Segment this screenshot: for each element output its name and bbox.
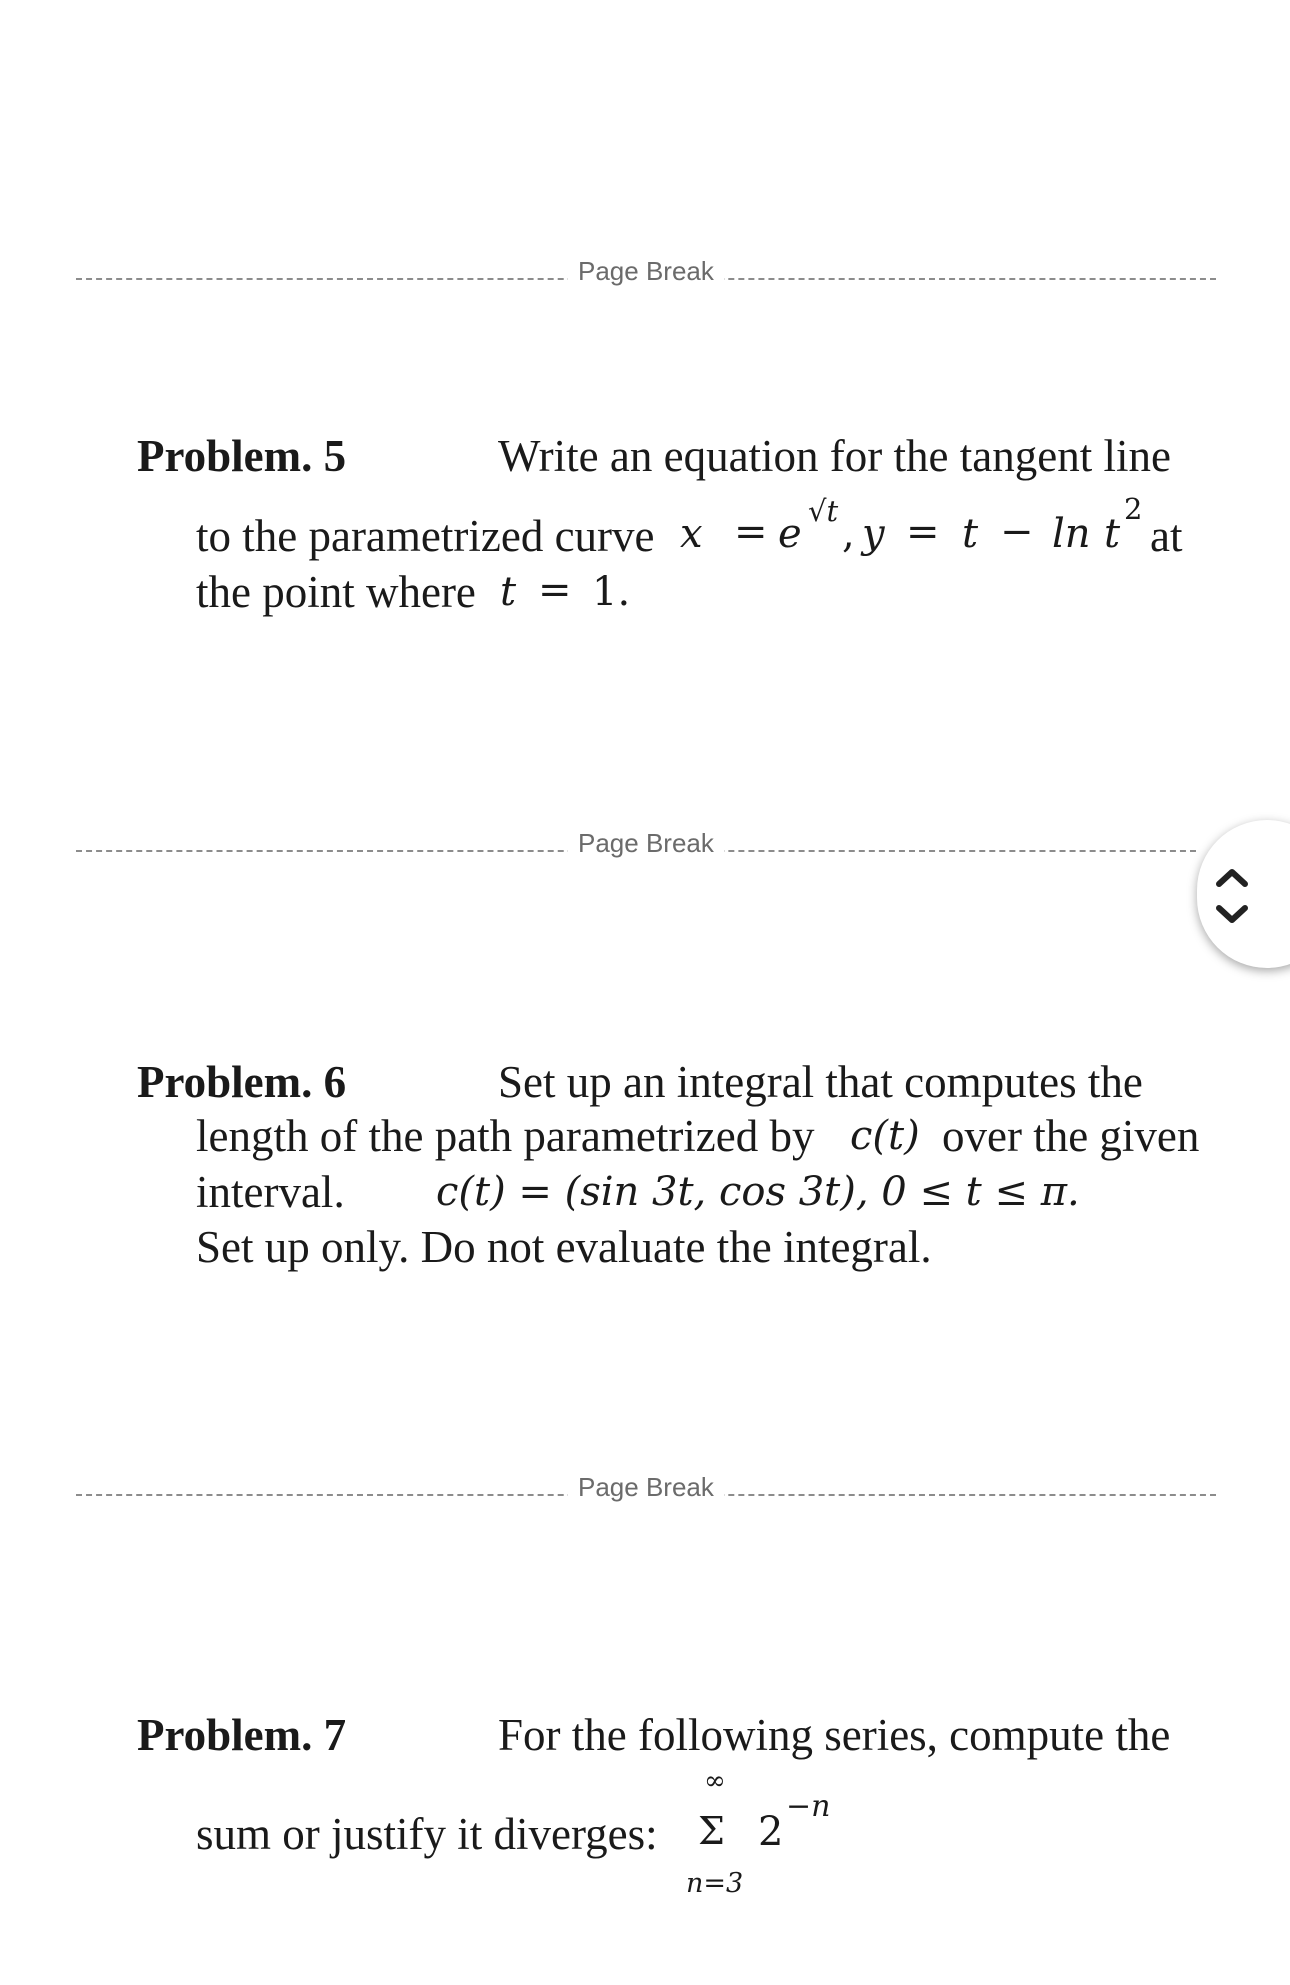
page-break	[76, 828, 1196, 858]
comma: ,	[842, 511, 855, 557]
equals-sign-3: =	[538, 567, 572, 613]
path-equation: c(t) = (sin 3t, cos 3t), 0 ≤ t ≤ π.	[436, 1169, 1080, 1215]
problem-5-line-3-prefix: the point where	[196, 567, 476, 617]
var-x: x	[680, 511, 703, 557]
equals-sign: =	[734, 509, 768, 555]
page-break-label: Page Break	[568, 1472, 724, 1503]
problem-6-line-3-prefix: interval.	[196, 1167, 345, 1217]
page-break-label: Page Break	[568, 256, 724, 287]
problem-7-line-1: For the following series, compute the	[498, 1710, 1171, 1760]
series-exponent: −n	[786, 1789, 831, 1824]
series-upper-limit: ∞	[704, 1766, 726, 1796]
page-break	[76, 1472, 1216, 1502]
ln-function: ln	[1052, 511, 1091, 557]
page-navigation[interactable]	[1197, 820, 1290, 968]
var-t-point: t	[500, 569, 517, 615]
problem-7-heading: Problem. 7	[137, 1710, 347, 1760]
e-base: e	[778, 511, 802, 557]
problem-5-heading: Problem. 5	[137, 431, 347, 481]
page-break	[76, 256, 1216, 286]
problem-6-line-1: Set up an integral that computes the	[498, 1057, 1143, 1107]
var-t-squared: t	[1104, 511, 1121, 557]
sqrt-t-exponent: √t	[808, 494, 839, 528]
series-lower-limit: n=3	[686, 1868, 744, 1899]
equals-sign-2: =	[906, 509, 940, 555]
value-one: 1.	[592, 569, 631, 615]
problem-6-line-4: Set up only. Do not evaluate the integral.	[196, 1222, 932, 1272]
chevron-up-icon[interactable]	[1197, 854, 1257, 894]
problem-6-heading: Problem. 6	[137, 1057, 347, 1107]
exponent-2: 2	[1124, 492, 1143, 526]
minus-sign: −	[1000, 509, 1034, 555]
problem-7-line-2: sum or justify it diverges:	[196, 1809, 658, 1859]
problem-5-line-1: Write an equation for the tangent line	[498, 431, 1171, 481]
problem-5-line-2-prefix: to the parametrized curve	[196, 511, 655, 561]
problem-6-line-2-suffix: over the given	[942, 1111, 1200, 1161]
c-of-t: c(t)	[850, 1113, 920, 1159]
problem-6-line-2: length of the path parametrized by	[196, 1111, 815, 1161]
var-y: y	[862, 511, 885, 557]
series-base: 2	[758, 1809, 784, 1855]
chevron-down-icon[interactable]	[1197, 896, 1257, 936]
page-break-label: Page Break	[568, 828, 724, 859]
word-at: at	[1150, 511, 1183, 561]
sigma-symbol: Σ	[698, 1809, 725, 1853]
var-t: t	[962, 511, 979, 557]
